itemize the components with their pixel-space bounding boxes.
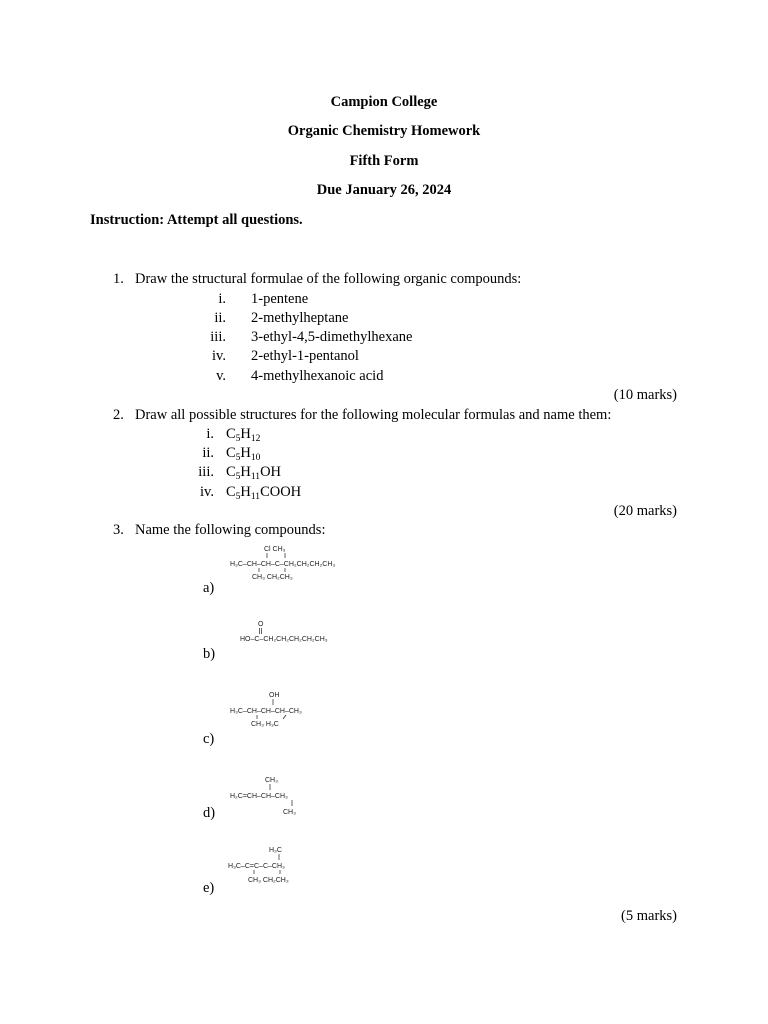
q1-item-num: iii.: [210, 329, 226, 345]
structure-d: [228, 773, 318, 817]
q3-marks: (5 marks): [621, 908, 677, 924]
q2-item-formula: $C_5H_{11}OH$: [226, 464, 282, 482]
course-title: Organic Chemistry Homework: [287, 123, 481, 139]
q2-number: 2.: [113, 407, 124, 423]
q3-label-b: b): [203, 646, 216, 662]
structure-e: [226, 844, 326, 888]
q1-number: 1.: [113, 271, 124, 287]
q1-item-text: 3-ethyl-4,5-dimethylhexane: [251, 329, 413, 345]
due-date: Due January 26, 2024: [316, 182, 452, 198]
q2-item-num: i.: [206, 426, 214, 442]
q2-item-num: iv.: [200, 484, 214, 500]
q1-item-num: v.: [216, 368, 226, 384]
q3-label-a: a): [203, 580, 215, 596]
q1-text: Draw the structural formulae of the following organic compounds:: [135, 271, 522, 287]
q1-item-num: i.: [218, 291, 226, 307]
q1-item-num: iv.: [212, 348, 226, 364]
structure-b: [238, 618, 358, 644]
q1-item-text: 2-methylheptane: [251, 310, 349, 326]
structure-c-main: H₃C–CH–CH–CH–CH₃: [230, 708, 302, 715]
instruction: Instruction: Attempt all questions.: [90, 212, 303, 228]
q1-item-text: 1-pentene: [251, 291, 309, 307]
structure-a-main: H₃C–CH–CH–C–CH₂CH₂CH₂CH₃: [230, 561, 336, 568]
structure-e-bottom: CH₃ CH₂CH₃: [248, 877, 289, 884]
q2-item-formula: $C_5H_{10}$: [226, 445, 261, 463]
q2-item-num: iii.: [198, 464, 214, 480]
structure-d-top: CH₃: [265, 777, 278, 784]
form-level: Fifth Form: [349, 153, 419, 169]
structure-c-top: OH: [269, 692, 280, 699]
q2-text: Draw all possible structures for the following molecular formulas and name them:: [135, 407, 612, 423]
structure-a-top: Cl CH₃: [264, 546, 286, 553]
q2-item-formula: $C_5H_{12}$: [226, 426, 261, 444]
structure-d-main: H₂C=CH–CH–CH₃: [230, 793, 288, 800]
structure-a-bottom: CH₃ CH₂CH₃: [252, 574, 293, 581]
q3-label-d: d): [203, 805, 216, 821]
structure-d-bottom: CH₃: [283, 809, 296, 816]
structure-b-top: O: [258, 621, 264, 628]
structure-c-bottom: CH₃ H₃C: [251, 721, 279, 728]
q3-label-e: e): [203, 880, 215, 896]
q3-label-c: c): [203, 731, 215, 747]
q1-marks: (10 marks): [613, 387, 677, 403]
structure-e-main: H₃C–C=C–C–CH₃: [228, 863, 285, 870]
structure-a: [228, 543, 358, 583]
q3-text: Name the following compounds:: [135, 522, 326, 538]
q1-item-num: ii.: [214, 310, 226, 326]
q1-item-text: 2-ethyl-1-pentanol: [251, 348, 359, 364]
q2-item-formula: $C_5H_{11}COOH$: [226, 484, 302, 502]
q1-item-text: 4-methylhexanoic acid: [251, 368, 384, 384]
q2-item-num: ii.: [202, 445, 214, 461]
structure-e-top: H₃C: [269, 847, 282, 854]
structure-c: [228, 689, 338, 731]
school-name: Campion College: [330, 94, 438, 110]
q3-number: 3.: [113, 522, 124, 538]
q2-marks: (20 marks): [613, 503, 677, 519]
structure-b-main: HO–C–CH₂CH₂CH₂CH₂CH₃: [240, 636, 328, 643]
